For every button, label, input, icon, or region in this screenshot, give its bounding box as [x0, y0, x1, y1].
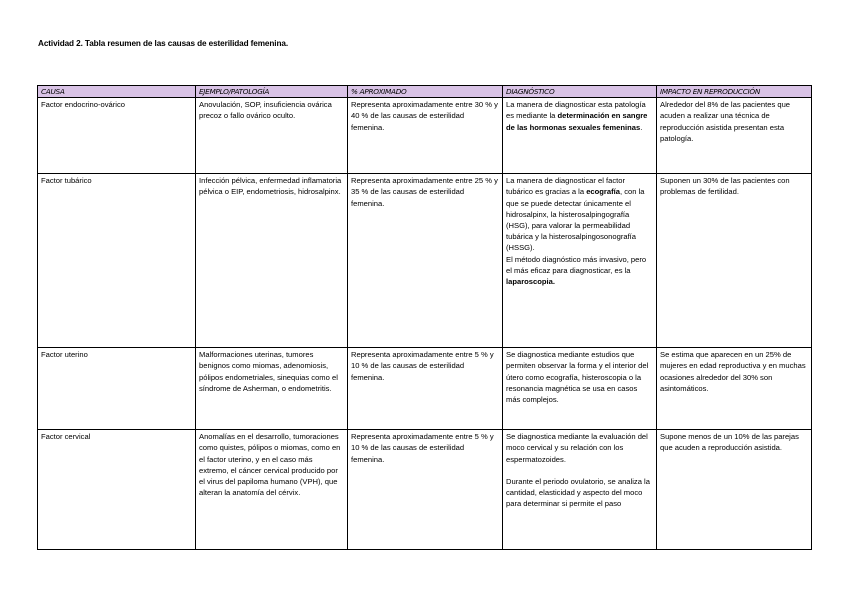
- cell-ejemplo: Infección pélvica, enfermedad inflamatoria pélvica o EIP, endometriosis, hidrosalpinx.: [196, 174, 348, 348]
- diagnostico-bold-text: ecografía: [586, 187, 620, 197]
- document-title: Actividad 2. Tabla resumen de las causas de esterilidad femenina.: [38, 39, 288, 48]
- cell-causa: Factor endocrino-ovárico: [38, 98, 196, 174]
- cell-impacto: Alrededor del 8% de las pacientes que acuden a realizar una técnica de reproducción asistida presentan esta patología.: [657, 98, 812, 174]
- table-row: [38, 430, 812, 550]
- cell-impacto: Supone menos de un 10% de las parejas que acuden a reproducción asistida.: [657, 430, 812, 550]
- cell-ejemplo: Malformaciones uterinas, tumores benignos como miomas, adenomiosis, pólipos endometriales, sinequias como el síndrome de Asherman, o endometritis.: [196, 348, 348, 430]
- cell-diagnostico: Se diagnostica mediante estudios que permiten observar la forma y el interior del útero como ecografía, histeroscopia o la resonancia magnética se usa en casos más complejos.: [503, 348, 657, 430]
- header-impacto: IMPACTO EN REPRODUCCIÓN: [657, 86, 812, 98]
- header-ejemplo: EJEMPLO/PATOLOGÍA: [196, 86, 348, 98]
- cell-causa: Factor cervical: [38, 430, 196, 550]
- diagnostico-text-cont: , con la que se puede detectar únicamente el hidrosalpinx, la histerosalpingografía (HSG), para valorar la permeabilidad tubárica y la histerosalpingosonografía (HSSG).: [506, 187, 645, 253]
- table-row: [38, 98, 812, 174]
- cell-diagnostico: [503, 98, 657, 174]
- cell-diagnostico: [503, 174, 657, 348]
- header-porcentaje: % APROXIMADO: [348, 86, 503, 98]
- header-diagnostico: DIAGNÓSTICO: [503, 86, 657, 98]
- header-causa: CAUSA: [38, 86, 196, 98]
- cell-diagnostico: [503, 430, 657, 550]
- diagnostico-text: Se diagnostica mediante la evaluación del moco cervical y su relación con los espermatozoides.: [506, 432, 648, 464]
- cell-ejemplo: Anovulación, SOP, insuficiencia ovárica precoz o fallo ovárico oculto.: [196, 98, 348, 174]
- diagnostico-text-end: .: [640, 122, 643, 132]
- cell-ejemplo: Anomalías en el desarrollo, tumoraciones como quistes, pólipos o miomas, como en el factor uterino, y en el caso más extremo, el cáncer cervical producido por el virus del papiloma humano (VPH), que alteran la anatomía del cérvix.: [196, 430, 348, 550]
- cell-impacto: Suponen un 30% de las pacientes con problemas de fertilidad.: [657, 174, 812, 348]
- cell-impacto: Se estima que aparecen en un 25% de mujeres en edad reproductiva y en muchas ocasiones alrededor del 30% son asintomáticos.: [657, 348, 812, 430]
- diagnostico-text: La manera de diagnosticar el factor tubárico es gracias a la: [506, 176, 626, 197]
- diagnostico-text-second: Durante el periodo ovulatorio, se analiza la cantidad, elasticidad y aspecto del moco para determinar si permite el paso: [506, 476, 650, 509]
- causes-table: [37, 85, 812, 550]
- cell-porcentaje: Representa aproximadamente entre 30 % y 40 % de las causas de esterilidad femenina.: [348, 98, 503, 174]
- cell-porcentaje: Representa aproximadamente entre 5 % y 10 % de las causas de esterilidad femenina.: [348, 430, 503, 550]
- cell-porcentaje: Representa aproximadamente entre 5 % y 10 % de las causas de esterilidad femenina.: [348, 348, 503, 430]
- diagnostico-bold-text: determinación en sangre de las hormonas sexuales femeninas: [506, 111, 648, 132]
- table-row: [38, 174, 812, 348]
- diagnostico-text-second: El método diagnóstico más invasivo, pero el más eficaz para diagnosticar, es la: [506, 254, 647, 275]
- cell-causa: Factor tubárico: [38, 174, 196, 348]
- diagnostico-text: La manera de diagnosticar esta patología es mediante la: [506, 100, 646, 121]
- cell-causa: Factor uterino: [38, 348, 196, 430]
- table-row: [38, 348, 812, 430]
- table-header-row: [38, 86, 812, 98]
- cell-porcentaje: Representa aproximadamente entre 25 % y 35 % de las causas de esterilidad femenina.: [348, 174, 503, 348]
- diagnostico-bold-text-second: laparoscopia.: [506, 277, 555, 287]
